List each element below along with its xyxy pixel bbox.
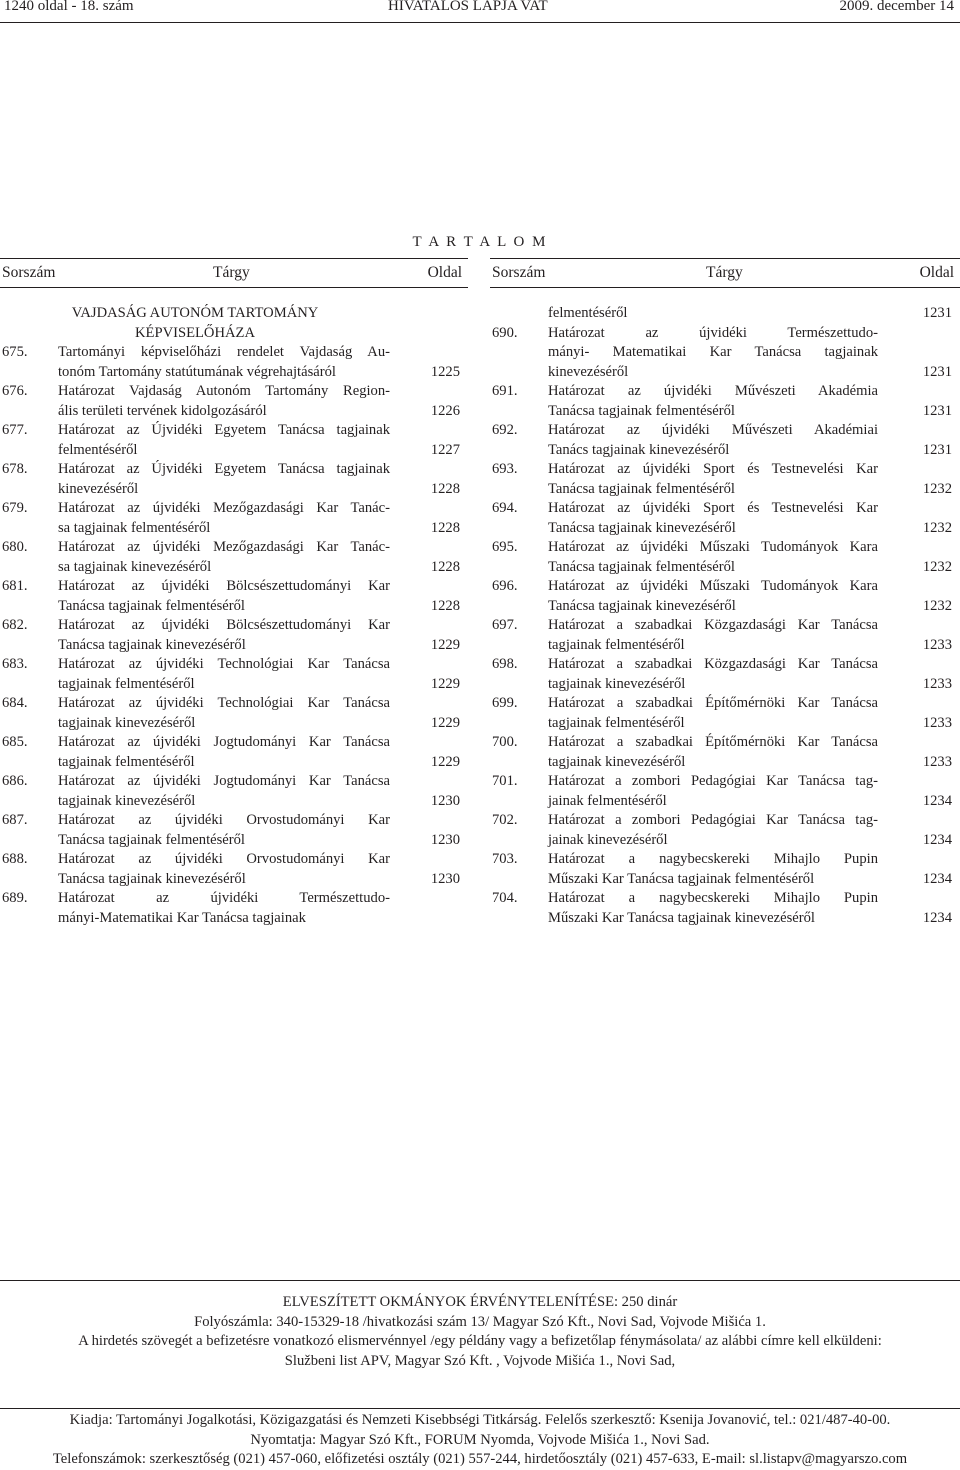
toc-entry bbox=[490, 655, 958, 694]
entry-page: 1228 bbox=[430, 519, 460, 536]
entry-number: 695. bbox=[492, 539, 518, 555]
entry-page: 1229 bbox=[430, 753, 460, 770]
entry-number: 686. bbox=[2, 773, 28, 789]
toc-entry bbox=[0, 538, 466, 577]
entry-title-line: Határozat az újvidéki Orvostudományi Kar bbox=[58, 851, 390, 867]
entry-title bbox=[58, 889, 390, 928]
entry-page: 1234 bbox=[922, 909, 952, 926]
entry-title-line: Határozat az újvidéki Bölcsészettudományi Kar bbox=[58, 578, 390, 594]
entry-title bbox=[58, 343, 390, 382]
entry-title-line: Műszaki Kar Tanácsa tagjainak felmentéséről bbox=[548, 870, 815, 887]
entry-number: 697. bbox=[492, 617, 518, 633]
entry-title-line: Határozat az újvidéki Bölcsészettudományi Kar bbox=[58, 617, 390, 633]
entry-title-line: tagjainak kinevezéséről bbox=[548, 675, 686, 692]
entry-title-line: Tanácsa tagjainak felmentéséről bbox=[548, 402, 735, 419]
entry-title bbox=[548, 499, 878, 538]
entry-page: 1233 bbox=[922, 714, 952, 731]
entry-title bbox=[58, 733, 390, 772]
entry-title-line: Tanácsa tagjainak kinevezéséről bbox=[58, 636, 246, 653]
entry-title bbox=[548, 577, 878, 616]
col-page-label: Oldal bbox=[427, 264, 462, 281]
entry-title-line: Tanácsa tagjainak kinevezéséről bbox=[548, 597, 736, 614]
toc-left-column bbox=[0, 304, 466, 928]
toc-entry bbox=[0, 382, 466, 421]
entry-title bbox=[58, 460, 390, 499]
entry-title bbox=[58, 382, 390, 421]
toc-entry bbox=[0, 811, 466, 850]
toc-entry bbox=[0, 421, 466, 460]
entry-title bbox=[58, 811, 390, 850]
entry-title-line: Határozat a szabadkai Közgazdasági Kar Tanácsa bbox=[548, 617, 878, 633]
entry-title-line: tagjainak kinevezéséről bbox=[548, 753, 686, 770]
header-issue: 1240 oldal - 18. szám bbox=[4, 0, 134, 14]
entry-page: 1228 bbox=[430, 558, 460, 575]
imprint bbox=[0, 1408, 960, 1470]
column-header-right bbox=[490, 258, 960, 288]
entry-title-line: Határozat a zombori Pedagógiai Kar Tanácsa tag- bbox=[548, 773, 878, 789]
toc-right-list bbox=[490, 304, 958, 928]
entry-page: 1233 bbox=[922, 636, 952, 653]
entry-title bbox=[548, 304, 878, 324]
entry-page: 1234 bbox=[922, 831, 952, 848]
entry-title bbox=[548, 850, 878, 889]
toc-left-list bbox=[0, 343, 466, 928]
notice-account: Folyószámla: 340-15329-18 /hivatkozási szám 13/ Magyar Szó Kft., Novi Sad, Vojvode Mišića 1. bbox=[194, 1313, 766, 1330]
section-heading-line1: VAJDASÁG AUTONÓM TARTOMÁNY bbox=[71, 305, 319, 321]
notice-title: ELVESZÍTETT OKMÁNYOK ÉRVÉNYTELENÍTÉSE: 250 dinár bbox=[282, 1294, 678, 1310]
entry-title-line: Tanácsa tagjainak kinevezéséről bbox=[548, 519, 736, 536]
entry-page: 1228 bbox=[430, 597, 460, 614]
entry-title bbox=[58, 772, 390, 811]
entry-title-line: ális területi tervének kidolgozásáról bbox=[58, 402, 267, 419]
entry-number: 676. bbox=[2, 383, 28, 399]
page-header bbox=[0, 0, 960, 23]
entry-number: 675. bbox=[2, 344, 28, 360]
entry-title-line: Tanácsa tagjainak kinevezéséről bbox=[58, 870, 246, 887]
imprint-contacts: Telefonszámok: szerkesztőség (021) 457-060, előfizetési osztály (021) 557-244, hirdetőosztály (021) 457-633, E-mail: sl.listapv@magyarszo.com bbox=[52, 1451, 908, 1467]
entry-title bbox=[58, 694, 390, 733]
notice-instructions: A hirdetés szövegét a befizetésre vonatkozó elismervénnyel /egy példány vagy a befizetőlap fénymásolata/ az alábbi címre kell elküldeni: bbox=[78, 1333, 882, 1349]
entry-title-line: Határozat az újvidéki Jogtudományi Kar Tanácsa bbox=[58, 734, 390, 750]
entry-page: 1232 bbox=[922, 558, 952, 575]
entry-title bbox=[548, 889, 878, 928]
entry-title-line: Határozat a szabadkai Építőmérnöki Kar Tanácsa bbox=[548, 734, 878, 750]
entry-number: 699. bbox=[492, 695, 518, 711]
entry-title bbox=[548, 421, 878, 460]
entry-title bbox=[548, 616, 878, 655]
toc-entry bbox=[490, 694, 958, 733]
imprint-printer: Nyomtatja: Magyar Szó Kft., FORUM Nyomda, Vojvode Mišića 1., Novi Sad. bbox=[250, 1431, 710, 1448]
entry-page: 1231 bbox=[922, 305, 952, 321]
entry-title-line: mányi-Matematikai Kar Tanácsa tagjainak bbox=[58, 909, 306, 926]
section-heading-line2: KÉPVISELŐHÁZA bbox=[135, 324, 255, 341]
entry-number: 702. bbox=[492, 812, 518, 828]
header-publication: HIVATALOS LAPJA VAT bbox=[388, 0, 548, 14]
toc-entry bbox=[0, 343, 466, 382]
entry-title-line: Tanácsa tagjainak felmentéséről bbox=[58, 597, 245, 614]
entry-number: 688. bbox=[2, 851, 28, 867]
toc-entry bbox=[490, 577, 958, 616]
toc-entry bbox=[0, 460, 466, 499]
entry-number: 693. bbox=[492, 461, 518, 477]
entry-title-line: Határozat az újvidéki Orvostudományi Kar bbox=[58, 812, 390, 828]
entry-title-line: tagjainak felmentéséről bbox=[548, 714, 685, 731]
entry-number: 700. bbox=[492, 734, 518, 750]
entry-title bbox=[58, 499, 390, 538]
entry-number: 680. bbox=[2, 539, 28, 555]
entry-title bbox=[548, 538, 878, 577]
entry-title-line: Tanácsa tagjainak felmentéséről bbox=[548, 558, 735, 575]
entry-number: 689. bbox=[2, 890, 28, 906]
entry-title-line: Határozat a szabadkai Építőmérnöki Kar Tanácsa bbox=[548, 695, 878, 711]
toc-entry bbox=[490, 850, 958, 889]
col-page-label: Oldal bbox=[919, 264, 954, 281]
entry-number: 703. bbox=[492, 851, 518, 867]
column-header-left bbox=[0, 258, 468, 288]
toc-entry bbox=[0, 616, 466, 655]
entry-page: 1233 bbox=[922, 753, 952, 770]
entry-number: 685. bbox=[2, 734, 28, 750]
entry-title-line: Határozat az újvidéki Sport és Testnevelési Kar bbox=[548, 461, 878, 477]
entry-page: 1232 bbox=[922, 519, 952, 536]
entry-page: 1229 bbox=[430, 675, 460, 692]
entry-title bbox=[58, 850, 390, 889]
toc-entry bbox=[0, 889, 466, 928]
entry-title-line: Határozat az újvidéki Természettudo- bbox=[548, 324, 878, 341]
entry-title bbox=[548, 324, 878, 383]
toc-entry bbox=[0, 694, 466, 733]
entry-title-line: Határozat az újvidéki Műszaki Tudományok Kara bbox=[548, 578, 878, 594]
entry-title-line: Határozat az újvidéki Mezőgazdasági Kar Tanác- bbox=[58, 500, 390, 516]
entry-title-line: tagjainak felmentéséről bbox=[58, 675, 195, 692]
toc-title: T A R T A L O M bbox=[412, 234, 548, 250]
entry-number: 704. bbox=[492, 890, 518, 906]
toc-entry bbox=[490, 889, 958, 928]
entry-number: 684. bbox=[2, 695, 28, 711]
entry-number: 694. bbox=[492, 500, 518, 516]
entry-page: 1227 bbox=[430, 441, 460, 458]
entry-page: 1231 bbox=[922, 441, 952, 458]
entry-title-line: Határozat a szabadkai Közgazdasági Kar Tanácsa bbox=[548, 656, 878, 672]
entry-title-line: Határozat az újvidéki Természettudo- bbox=[58, 890, 390, 906]
entry-title-line: mányi- Matematikai Kar Tanácsa tagjainak bbox=[548, 344, 878, 360]
entry-page: 1231 bbox=[922, 402, 952, 419]
toc-entry bbox=[490, 421, 958, 460]
toc-entry bbox=[0, 850, 466, 889]
lost-documents-notice bbox=[0, 1280, 960, 1371]
entry-number: 682. bbox=[2, 617, 28, 633]
entry-number: 701. bbox=[492, 773, 518, 789]
entry-number: 698. bbox=[492, 656, 518, 672]
entry-number: 681. bbox=[2, 578, 28, 594]
entry-title-line: Határozat az újvidéki Műszaki Tudományok Kara bbox=[548, 539, 878, 555]
entry-number: 696. bbox=[492, 578, 518, 594]
entry-number: 677. bbox=[2, 422, 28, 438]
entry-title-line: tagjainak felmentéséről bbox=[548, 636, 685, 653]
entry-title-line: Határozat az újvidéki Sport és Testnevelési Kar bbox=[548, 500, 878, 516]
entry-title-line: Határozat az újvidéki Technológiai Kar Tanácsa bbox=[58, 656, 390, 672]
entry-title-line: kinevezéséről bbox=[58, 480, 139, 497]
toc-entry bbox=[490, 324, 958, 383]
toc-entry bbox=[490, 538, 958, 577]
entry-title bbox=[548, 811, 878, 850]
entry-page: 1226 bbox=[430, 402, 460, 419]
entry-title-line: Tartományi képviselőházi rendelet Vajdaság Au- bbox=[58, 344, 390, 360]
toc-entry bbox=[490, 733, 958, 772]
entry-title-line: Határozat a zombori Pedagógiai Kar Tanácsa tag- bbox=[548, 812, 878, 828]
entry-title bbox=[548, 655, 878, 694]
section-heading bbox=[0, 304, 390, 343]
entry-title-line: felmentéséről bbox=[58, 441, 138, 458]
entry-title bbox=[58, 577, 390, 616]
toc-entry bbox=[490, 811, 958, 850]
toc-entry bbox=[490, 499, 958, 538]
entry-title-line: sa tagjainak kinevezéséről bbox=[58, 558, 212, 575]
entry-title-line: Határozat az újvidéki Művészeti Akadémiai bbox=[548, 422, 878, 438]
entry-title bbox=[58, 616, 390, 655]
entry-title-line: Műszaki Kar Tanácsa tagjainak kinevezéséről bbox=[548, 909, 815, 926]
entry-page: 1228 bbox=[430, 480, 460, 497]
entry-title-line: kinevezéséről bbox=[548, 363, 629, 380]
entry-page: 1234 bbox=[922, 792, 952, 809]
entry-title-line: tagjainak felmentéséről bbox=[58, 753, 195, 770]
entry-title-line: jainak felmentéséről bbox=[548, 792, 667, 809]
entry-page: 1229 bbox=[430, 714, 460, 731]
toc-entry bbox=[0, 733, 466, 772]
toc-entry bbox=[490, 382, 958, 421]
toc-entry bbox=[490, 460, 958, 499]
toc-right-column bbox=[490, 304, 958, 928]
toc-entry bbox=[0, 499, 466, 538]
entry-number: 679. bbox=[2, 500, 28, 516]
entry-page: 1233 bbox=[922, 675, 952, 692]
entry-page: 1230 bbox=[430, 831, 460, 848]
entry-title-line: sa tagjainak felmentéséről bbox=[58, 519, 211, 536]
toc-entry bbox=[490, 772, 958, 811]
col-number-label: Sorszám bbox=[2, 264, 56, 281]
toc-entry bbox=[0, 655, 466, 694]
entry-title-line: Határozat az újvidéki Technológiai Kar Tanácsa bbox=[58, 695, 390, 711]
entry-title-line: Határozat az Újvidéki Egyetem Tanácsa tagjainak bbox=[58, 461, 390, 477]
entry-page: 1231 bbox=[922, 363, 952, 380]
entry-page: 1230 bbox=[430, 870, 460, 887]
toc-entry bbox=[0, 577, 466, 616]
entry-title bbox=[58, 655, 390, 694]
entry-title-line: Tanácsa tagjainak felmentéséről bbox=[548, 480, 735, 497]
entry-title-line: Tanácsa tagjainak felmentéséről bbox=[58, 831, 245, 848]
entry-page: 1232 bbox=[922, 597, 952, 614]
entry-title-line: Határozat Vajdaság Autonóm Tartomány Region- bbox=[58, 383, 390, 399]
entry-title-line: tonóm Tartomány statútumának végrehajtásáról bbox=[58, 363, 336, 380]
entry-number: 692. bbox=[492, 422, 518, 438]
entry-number: 690. bbox=[492, 324, 518, 341]
entry-page: 1234 bbox=[922, 870, 952, 887]
col-subject-label: Tárgy bbox=[706, 264, 743, 281]
imprint-publisher: Kiadja: Tartományi Jogalkotási, Közigazgatási és Nemzeti Kisebbségi Titkárság. Felelős szerkesztő: Ksenija Jovanović, tel.: 021/487-40-00. bbox=[69, 1412, 891, 1428]
entry-page: 1225 bbox=[430, 363, 460, 380]
entry-title bbox=[548, 733, 878, 772]
entry-title-line: tagjainak kinevezéséről bbox=[58, 792, 196, 809]
entry-title bbox=[58, 538, 390, 577]
entry-title bbox=[548, 382, 878, 421]
entry-number: 683. bbox=[2, 656, 28, 672]
entry-title bbox=[548, 460, 878, 499]
entry-title-line: Tanács tagjainak kinevezéséről bbox=[548, 441, 730, 458]
entry-number: 687. bbox=[2, 812, 28, 828]
entry-title-line: felmentéséről bbox=[548, 305, 628, 321]
entry-title-line: Határozat a nagybecskereki Mihajlo Pupin bbox=[548, 851, 878, 867]
entry-page: 1232 bbox=[922, 480, 952, 497]
entry-title bbox=[548, 694, 878, 733]
entry-title bbox=[58, 421, 390, 460]
entry-title-line: Határozat az újvidéki Jogtudományi Kar Tanácsa bbox=[58, 773, 390, 789]
entry-title-line: Határozat az Újvidéki Egyetem Tanácsa tagjainak bbox=[58, 422, 390, 438]
toc-entry bbox=[490, 616, 958, 655]
entry-title-line: tagjainak kinevezéséről bbox=[58, 714, 196, 731]
entry-number: 691. bbox=[492, 383, 518, 399]
toc-entry bbox=[490, 304, 958, 324]
col-number-label: Sorszám bbox=[492, 264, 546, 281]
entry-title-line: Határozat az újvidéki Művészeti Akadémia bbox=[548, 383, 878, 399]
entry-page: 1230 bbox=[430, 792, 460, 809]
entry-title-line: Határozat az újvidéki Mezőgazdasági Kar Tanác- bbox=[58, 539, 390, 555]
entry-title bbox=[548, 772, 878, 811]
entry-number: 678. bbox=[2, 461, 28, 477]
notice-address: Službeni list APV, Magyar Szó Kft. , Vojvode Mišića 1., Novi Sad, bbox=[284, 1352, 676, 1369]
toc-entry bbox=[0, 772, 466, 811]
col-subject-label: Tárgy bbox=[213, 264, 250, 281]
entry-title-line: jainak kinevezéséről bbox=[548, 831, 668, 848]
entry-page: 1229 bbox=[430, 636, 460, 653]
header-date: 2009. december 14 bbox=[839, 0, 954, 14]
entry-title-line: Határozat a nagybecskereki Mihajlo Pupin bbox=[548, 890, 878, 906]
